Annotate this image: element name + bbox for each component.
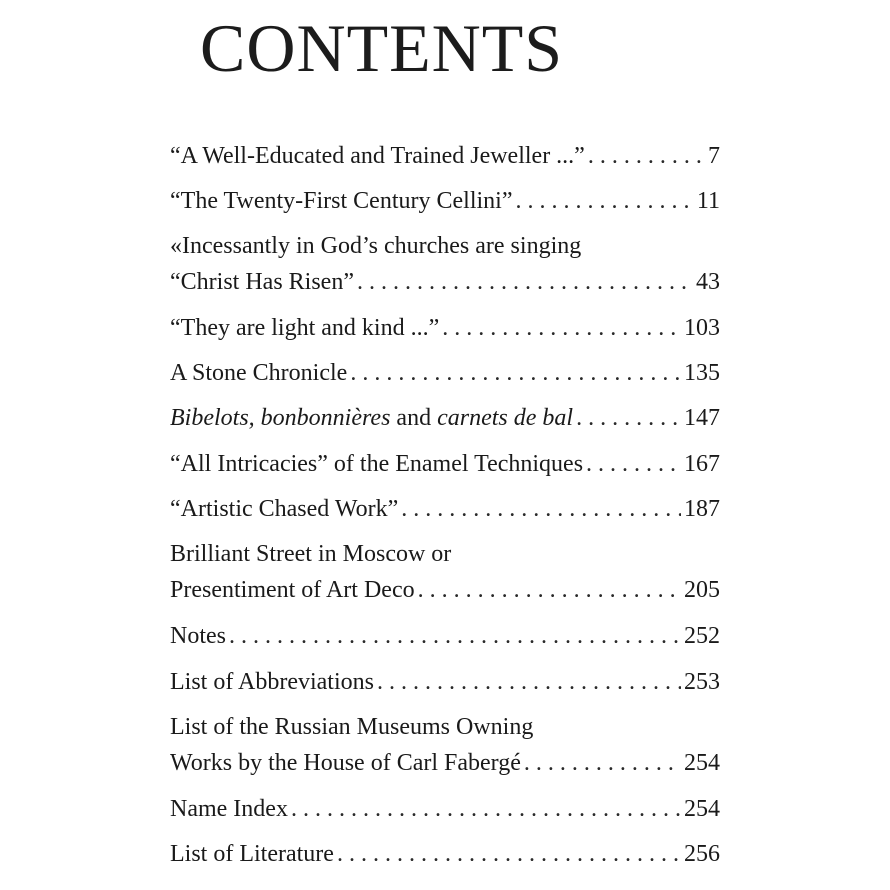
entry-title: Name Index [170, 796, 288, 822]
entry-title: “The Twenty-First Century Cellini” [170, 188, 513, 214]
toc-entry [170, 664, 720, 700]
entry-title-italic-part: carnets de bal [437, 405, 574, 431]
entry-title: List of Abbreviations [170, 669, 374, 695]
entry-title-line-2: Presentiment of Art Deco [170, 577, 415, 603]
dot-leader [586, 446, 681, 482]
page-number: 254 [684, 796, 720, 822]
toc-entry [170, 536, 720, 608]
toc-entry [170, 618, 720, 654]
dot-leader [418, 572, 681, 608]
page-number: 103 [684, 315, 720, 341]
page-number: 147 [684, 405, 720, 431]
page-number: 7 [708, 143, 720, 169]
toc-entry [170, 446, 720, 482]
entry-title: “All Intricacies” of the Enamel Techniques [170, 451, 584, 477]
toc-entry [170, 491, 720, 527]
page-number: 256 [684, 841, 720, 867]
page-number: 43 [696, 269, 720, 295]
entry-title-roman-part: and [390, 405, 438, 431]
page-number: 252 [684, 623, 720, 649]
dot-leader [337, 836, 681, 872]
dot-leader [588, 138, 705, 174]
toc-entry [170, 183, 720, 219]
toc-entry [170, 400, 720, 436]
entry-title: Notes [170, 623, 226, 649]
dot-leader [350, 355, 681, 391]
entry-title-italic-part: Bibelots, bonbonnières [170, 405, 391, 431]
page-number: 205 [684, 577, 720, 603]
dot-leader [515, 183, 693, 219]
dot-leader [357, 264, 693, 300]
entry-title-line-1: List of the Russian Museums Owning [170, 714, 534, 740]
entry-title-line-1: Brilliant Street in Moscow or [170, 541, 452, 567]
page-number: 253 [684, 669, 720, 695]
toc-entry [170, 138, 720, 174]
dot-leader [291, 791, 681, 827]
toc-entry [170, 791, 720, 827]
entry-title-line-1: «Incessantly in God’s churches are singing [170, 233, 582, 259]
entry-title-line-2: “Christ Has Risen” [170, 269, 354, 295]
dot-leader [401, 491, 681, 527]
toc-entry [170, 310, 720, 346]
toc-entry [170, 228, 720, 300]
entry-title [170, 400, 573, 436]
page-number: 135 [684, 360, 720, 386]
toc-entry [170, 836, 720, 872]
toc-entry [170, 709, 720, 781]
dot-leader [377, 664, 681, 700]
page-number: 167 [684, 451, 720, 477]
entry-title: “They are light and kind ...” [170, 315, 440, 341]
page-title: CONTENTS [200, 10, 564, 86]
dot-leader [442, 310, 681, 346]
page-number: 11 [696, 188, 720, 214]
dot-leader [229, 618, 681, 654]
entry-title-line-2: Works by the House of Carl Fabergé [170, 750, 521, 776]
page-number: 254 [684, 750, 720, 776]
toc-entry [170, 355, 720, 391]
dot-leader [524, 745, 681, 781]
entry-title: “Artistic Chased Work” [170, 496, 399, 522]
entry-title: “A Well-Educated and Trained Jeweller ...” [170, 143, 585, 169]
entry-title: A Stone Chronicle [170, 360, 348, 386]
page-number: 187 [684, 496, 720, 522]
entry-title: List of Literature [170, 841, 334, 867]
dot-leader [576, 400, 681, 436]
